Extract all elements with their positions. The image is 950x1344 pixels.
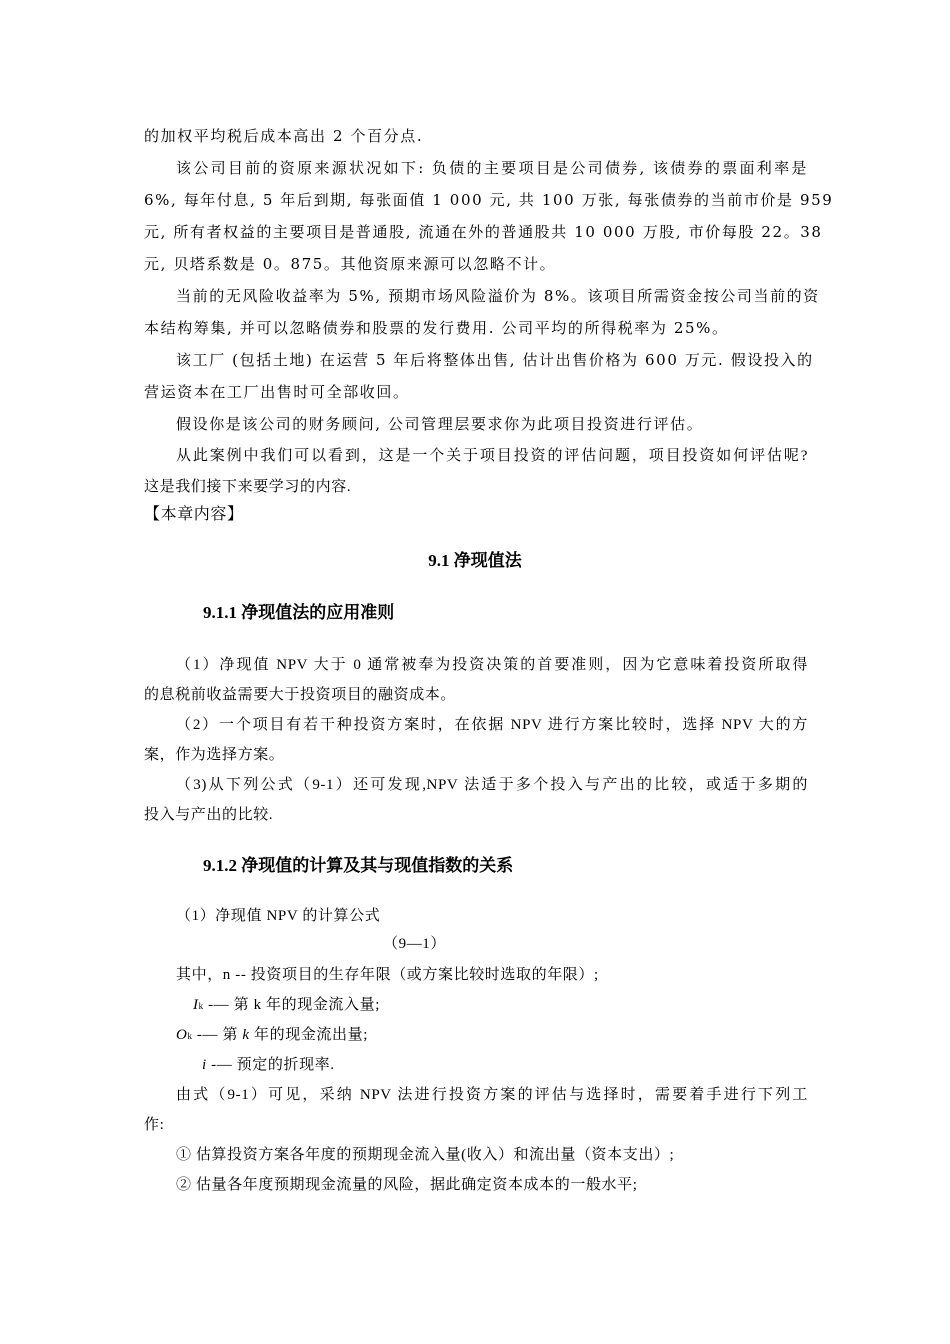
step-1: ① 估算投资方案各年度的预期现金流入量(收入）和流出量（资本支出）; xyxy=(176,1147,675,1163)
variable-symbol: I xyxy=(193,997,199,1013)
variable-description: -— 第 k 年的现金流入量; xyxy=(203,997,380,1013)
variable-description-k: k xyxy=(242,1027,250,1043)
variable-description-rest: 年的现金流出量; xyxy=(249,1027,368,1043)
intro-line-3: 6%, 每年付息, 5 年后到期, 每张面值 1 000 元, 共 100 万张, 每张债券的当前市价是 959 xyxy=(144,191,834,209)
intro-line-9: 营运资本在工厂出售时可全部收回。 xyxy=(144,383,410,401)
intro-line-1: 的加权平均税后成本高出 2 个百分点. xyxy=(144,127,424,145)
rule-1-line-1: （1）净现值 NPV 大于 0 通常被奉为投资决策的首要准则，因为它意味着投资所取得 xyxy=(176,657,808,673)
intro-line-5: 元, 贝塔系数是 0。875。其他资原来源可以忽略不计。 xyxy=(144,255,557,273)
chapter-content-label: 【本章内容】 xyxy=(144,506,244,523)
variable-subscript: k xyxy=(198,1001,204,1011)
variable-description: -— 第 xyxy=(192,1027,243,1043)
section-title: 9.1 净现值法 xyxy=(428,551,522,570)
formula-heading: （1）净现值 NPV 的计算公式 xyxy=(176,908,381,924)
intro-line-2: 该公司目前的资原来源状况如下: 负债的主要项目是公司债券, 该债券的票面利率是 xyxy=(176,159,808,177)
variable-symbol: i xyxy=(202,1057,207,1073)
intro-line-10: 假设你是该公司的财务顾问, 公司管理层要求你为此项目投资进行评估。 xyxy=(176,415,704,433)
intro-line-8: 该工厂 (包括土地) 在运营 5 年后将整体出售, 估计出售价格为 600 万元. 假设投入的 xyxy=(176,351,814,369)
intro-line-4: 元, 所有者权益的主要项目是普通股, 流通在外的普通股共 10 000 万股, 市价每股 22。38 xyxy=(144,223,823,241)
rule-2-line-2: 案，作为选择方案。 xyxy=(144,747,285,763)
variable-symbol: O xyxy=(176,1027,188,1043)
rule-2-line-1: （2）一个项目有若干种投资方案时，在依据 NPV 进行方案比较时，选择 NPV 大的方 xyxy=(176,717,808,733)
question-line-2: 这是我们接下来要学习的内容. xyxy=(144,479,352,495)
subsection-title-9-1-2: 9.1.2 净现值的计算及其与现值指数的关系 xyxy=(203,856,514,875)
variable-discount-rate xyxy=(202,1055,335,1075)
steps-intro-line-1: 由式（9-1）可见，采纳 NPV 法进行投资方案的评估与选择时，需要着手进行下列工 xyxy=(176,1087,808,1103)
step-2: ② 估量各年度预期现金流量的风险，据此确定资本成本的一般水平; xyxy=(176,1177,638,1193)
formula-number: （9—1） xyxy=(383,936,447,952)
intro-line-6: 当前的无风险收益率为 5%, 预期市场风险溢价为 8%。该项目所需资金按公司当前的资 xyxy=(176,287,820,305)
variable-description: -— 预定的折现率. xyxy=(206,1057,335,1073)
subsection-title-9-1-1: 9.1.1 净现值法的应用准则 xyxy=(203,603,395,622)
intro-line-7: 本结构筹集, 并可以忽略债券和股票的发行费用. 公司平均的所得税率为 25%。 xyxy=(144,319,729,337)
rule-1-line-2: 的息税前收益需要大于投资项目的融资成本。 xyxy=(144,687,457,703)
rule-3-line-2: 投入与产出的比较. xyxy=(144,807,274,823)
variable-subscript: k xyxy=(187,1031,193,1041)
rule-3-line-1: （3)从下列公式（9-1）还可发现,NPV 法适于多个投入与产出的比较，或适于多期的 xyxy=(176,777,808,793)
where-line: 其中，n -- 投资项目的生存年限（或方案比较时选取的年限）; xyxy=(176,967,599,983)
variable-inflow xyxy=(193,995,380,1016)
steps-intro-line-2: 作: xyxy=(144,1117,165,1133)
question-line-1: 从此案例中我们可以看到，这是一个关于项目投资的评估问题，项目投资如何评估呢? xyxy=(176,448,808,464)
variable-outflow xyxy=(176,1025,368,1046)
